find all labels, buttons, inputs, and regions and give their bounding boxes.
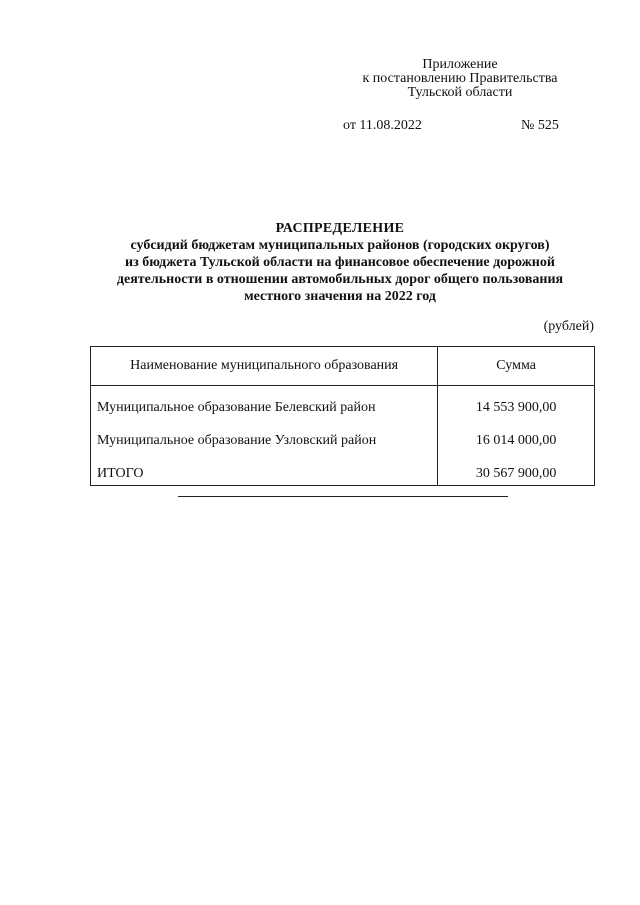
title-line-1: субсидий бюджетам муниципальных районов (городских округов) xyxy=(130,238,550,253)
row-amount: 16 014 000,00 xyxy=(438,419,595,452)
appendix-line-1: Приложение xyxy=(422,57,498,72)
decree-date: от 11.08.2022 xyxy=(343,118,422,133)
document-title-block xyxy=(60,220,620,305)
total-label: ИТОГО xyxy=(91,452,438,486)
table-row-total xyxy=(91,452,595,486)
row-name: Муниципальное образование Узловский район xyxy=(91,419,438,452)
column-header-name: Наименование муниципального образования xyxy=(91,347,438,386)
title-line-3: деятельности в отношении автомобильных дорог общего пользования xyxy=(116,272,564,287)
row-name: Муниципальное образование Белевский район xyxy=(91,386,438,420)
units-label: (рублей) xyxy=(543,319,594,334)
title-line-2: из бюджета Тульской области на финансовое обеспечение дорожной xyxy=(125,255,555,270)
appendix-line-2: к постановлению Правительства xyxy=(362,71,558,86)
column-header-amount: Сумма xyxy=(438,347,595,386)
table-header-row xyxy=(91,347,595,386)
row-amount: 14 553 900,00 xyxy=(438,386,595,420)
appendix-line-3: Тульской области xyxy=(407,85,513,100)
decree-number: № 525 xyxy=(521,118,559,133)
table-row xyxy=(91,386,595,420)
title-line-4: местного значения на 2022 год xyxy=(244,289,436,304)
document-title: РАСПРЕДЕЛЕНИЕ xyxy=(275,221,405,236)
closing-divider xyxy=(178,496,508,497)
appendix-header xyxy=(340,58,580,100)
distribution-table xyxy=(90,346,595,486)
total-amount: 30 567 900,00 xyxy=(438,452,595,486)
table-row xyxy=(91,419,595,452)
